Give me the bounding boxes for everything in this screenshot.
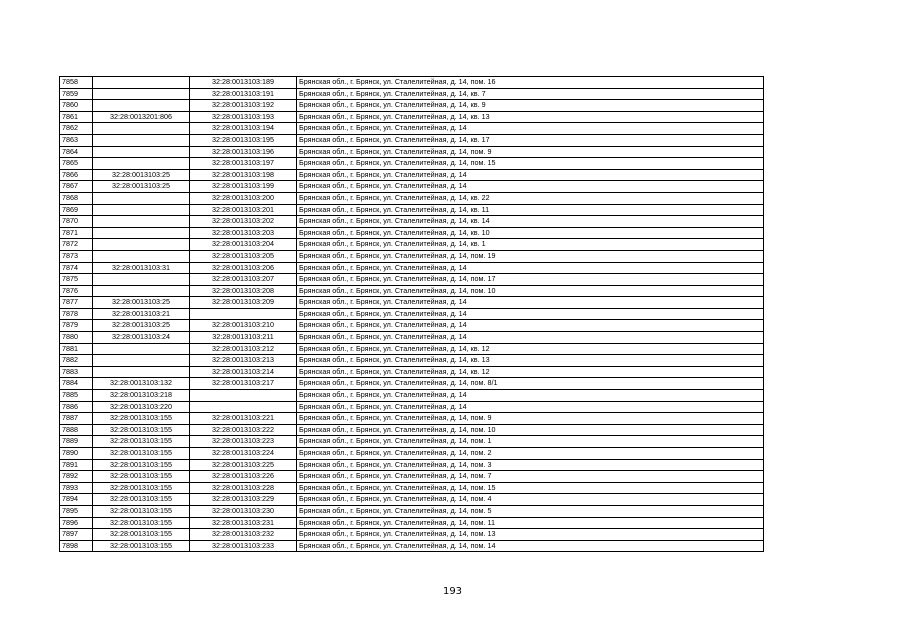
cadastral-number-cell: 32:28:0013103:199 xyxy=(190,181,297,193)
row-number-cell: 7887 xyxy=(60,413,93,425)
parent-cadastral-number-cell xyxy=(93,88,190,100)
parent-cadastral-number-cell: 32:28:0013103:25 xyxy=(93,320,190,332)
parent-cadastral-number-cell: 32:28:0013103:155 xyxy=(93,517,190,529)
row-number-cell: 7860 xyxy=(60,100,93,112)
table-row xyxy=(60,88,764,100)
address-cell: Брянская обл., г. Брянск, ул. Сталелитейная, д. 14, пом. 11 xyxy=(297,517,764,529)
address-cell: Брянская обл., г. Брянск, ул. Сталелитейная, д. 14 xyxy=(297,169,764,181)
cadastral-number-cell: 32:28:0013103:228 xyxy=(190,482,297,494)
table-row xyxy=(60,471,764,483)
cadastral-number-cell: 32:28:0013103:211 xyxy=(190,332,297,344)
table-row xyxy=(60,77,764,89)
address-cell: Брянская обл., г. Брянск, ул. Сталелитейная, д. 14, кв. 1 xyxy=(297,239,764,251)
table-row xyxy=(60,529,764,541)
parent-cadastral-number-cell xyxy=(93,192,190,204)
table-row xyxy=(60,169,764,181)
table-row xyxy=(60,146,764,158)
row-number-cell: 7865 xyxy=(60,158,93,170)
parent-cadastral-number-cell: 32:28:0013103:155 xyxy=(93,436,190,448)
address-cell: Брянская обл., г. Брянск, ул. Сталелитейная, д. 14, пом. 17 xyxy=(297,274,764,286)
row-number-cell: 7878 xyxy=(60,308,93,320)
table-row xyxy=(60,436,764,448)
table-row xyxy=(60,540,764,552)
cadastral-number-cell: 32:28:0013103:210 xyxy=(190,320,297,332)
address-cell: Брянская обл., г. Брянск, ул. Сталелитейная, д. 14, кв. 12 xyxy=(297,343,764,355)
parent-cadastral-number-cell: 32:28:0013103:24 xyxy=(93,332,190,344)
address-cell: Брянская обл., г. Брянск, ул. Сталелитейная, д. 14, пом. 19 xyxy=(297,250,764,262)
row-number-cell: 7883 xyxy=(60,366,93,378)
cadastral-number-cell: 32:28:0013103:223 xyxy=(190,436,297,448)
address-cell: Брянская обл., г. Брянск, ул. Сталелитейная, д. 14, пом. 3 xyxy=(297,459,764,471)
parent-cadastral-number-cell xyxy=(93,355,190,367)
parent-cadastral-number-cell: 32:28:0013103:25 xyxy=(93,297,190,309)
row-number-cell: 7859 xyxy=(60,88,93,100)
cadastral-number-cell: 32:28:0013103:205 xyxy=(190,250,297,262)
row-number-cell: 7897 xyxy=(60,529,93,541)
cadastral-number-cell: 32:28:0013103:202 xyxy=(190,216,297,228)
parent-cadastral-number-cell: 32:28:0013103:155 xyxy=(93,448,190,460)
parent-cadastral-number-cell: 32:28:0013103:132 xyxy=(93,378,190,390)
address-cell: Брянская обл., г. Брянск, ул. Сталелитейная, д. 14 xyxy=(297,262,764,274)
address-cell: Брянская обл., г. Брянск, ул. Сталелитейная, д. 14 xyxy=(297,181,764,193)
address-cell: Брянская обл., г. Брянск, ул. Сталелитейная, д. 14, пом. 10 xyxy=(297,424,764,436)
table-row xyxy=(60,390,764,402)
cadastral-number-cell: 32:28:0013103:214 xyxy=(190,366,297,378)
address-cell: Брянская обл., г. Брянск, ул. Сталелитейная, д. 14, кв. 7 xyxy=(297,88,764,100)
address-cell: Брянская обл., г. Брянск, ул. Сталелитейная, д. 14, пом. 8/1 xyxy=(297,378,764,390)
parent-cadastral-number-cell xyxy=(93,77,190,89)
table-row xyxy=(60,227,764,239)
cadastral-number-cell: 32:28:0013103:204 xyxy=(190,239,297,251)
cadastral-number-cell: 32:28:0013103:232 xyxy=(190,529,297,541)
table-row xyxy=(60,308,764,320)
row-number-cell: 7875 xyxy=(60,274,93,286)
cadastral-number-cell: 32:28:0013103:203 xyxy=(190,227,297,239)
cadastral-number-cell: 32:28:0013103:191 xyxy=(190,88,297,100)
parent-cadastral-number-cell: 32:28:0013103:155 xyxy=(93,482,190,494)
cadastral-number-cell: 32:28:0013103:209 xyxy=(190,297,297,309)
parent-cadastral-number-cell: 32:28:0013103:21 xyxy=(93,308,190,320)
parent-cadastral-number-cell: 32:28:0013103:155 xyxy=(93,529,190,541)
row-number-cell: 7869 xyxy=(60,204,93,216)
row-number-cell: 7868 xyxy=(60,192,93,204)
row-number-cell: 7871 xyxy=(60,227,93,239)
parent-cadastral-number-cell xyxy=(93,123,190,135)
row-number-cell: 7867 xyxy=(60,181,93,193)
address-cell: Брянская обл., г. Брянск, ул. Сталелитейная, д. 14, пом. 13 xyxy=(297,529,764,541)
parent-cadastral-number-cell xyxy=(93,274,190,286)
table-row xyxy=(60,181,764,193)
row-number-cell: 7893 xyxy=(60,482,93,494)
parent-cadastral-number-cell xyxy=(93,227,190,239)
table-row xyxy=(60,100,764,112)
table-row xyxy=(60,332,764,344)
parent-cadastral-number-cell: 32:28:0013103:155 xyxy=(93,505,190,517)
cadastral-number-cell: 32:28:0013103:217 xyxy=(190,378,297,390)
row-number-cell: 7874 xyxy=(60,262,93,274)
parent-cadastral-number-cell xyxy=(93,158,190,170)
cadastral-number-cell xyxy=(190,401,297,413)
table-row xyxy=(60,366,764,378)
table-row xyxy=(60,192,764,204)
parent-cadastral-number-cell xyxy=(93,216,190,228)
table-row xyxy=(60,285,764,297)
row-number-cell: 7888 xyxy=(60,424,93,436)
row-number-cell: 7864 xyxy=(60,146,93,158)
row-number-cell: 7873 xyxy=(60,250,93,262)
parent-cadastral-number-cell xyxy=(93,100,190,112)
address-cell: Брянская обл., г. Брянск, ул. Сталелитейная, д. 14, пом. 1 xyxy=(297,436,764,448)
address-cell: Брянская обл., г. Брянск, ул. Сталелитейная, д. 14, пом. 16 xyxy=(297,77,764,89)
cadastral-number-cell: 32:28:0013103:213 xyxy=(190,355,297,367)
row-number-cell: 7877 xyxy=(60,297,93,309)
table-row xyxy=(60,459,764,471)
table-row xyxy=(60,505,764,517)
cadastral-number-cell: 32:28:0013103:194 xyxy=(190,123,297,135)
parent-cadastral-number-cell: 32:28:0013103:155 xyxy=(93,494,190,506)
cadastral-number-cell: 32:28:0013103:224 xyxy=(190,448,297,460)
row-number-cell: 7889 xyxy=(60,436,93,448)
address-cell: Брянская обл., г. Брянск, ул. Сталелитейная, д. 14, кв. 9 xyxy=(297,100,764,112)
table-row xyxy=(60,482,764,494)
parent-cadastral-number-cell: 32:28:0013103:155 xyxy=(93,459,190,471)
address-cell: Брянская обл., г. Брянск, ул. Сталелитейная, д. 14, кв. 13 xyxy=(297,355,764,367)
cadastral-number-cell: 32:28:0013103:212 xyxy=(190,343,297,355)
address-cell: Брянская обл., г. Брянск, ул. Сталелитейная, д. 14 xyxy=(297,297,764,309)
cadastral-number-cell: 32:28:0013103:197 xyxy=(190,158,297,170)
cadastral-number-cell: 32:28:0013103:189 xyxy=(190,77,297,89)
address-cell: Брянская обл., г. Брянск, ул. Сталелитейная, д. 14, пом. 5 xyxy=(297,505,764,517)
address-cell: Брянская обл., г. Брянск, ул. Сталелитейная, д. 14, пом. 15 xyxy=(297,158,764,170)
parent-cadastral-number-cell: 32:28:0013103:155 xyxy=(93,471,190,483)
cadastral-registry-table xyxy=(59,76,764,552)
parent-cadastral-number-cell xyxy=(93,204,190,216)
table-row xyxy=(60,111,764,123)
table-row xyxy=(60,494,764,506)
address-cell: Брянская обл., г. Брянск, ул. Сталелитейная, д. 14, пом. 9 xyxy=(297,413,764,425)
address-cell: Брянская обл., г. Брянск, ул. Сталелитейная, д. 14, кв. 17 xyxy=(297,134,764,146)
row-number-cell: 7891 xyxy=(60,459,93,471)
cadastral-number-cell: 32:28:0013103:222 xyxy=(190,424,297,436)
cadastral-number-cell: 32:28:0013103:207 xyxy=(190,274,297,286)
parent-cadastral-number-cell: 32:28:0013103:25 xyxy=(93,169,190,181)
parent-cadastral-number-cell: 32:28:0013103:155 xyxy=(93,424,190,436)
row-number-cell: 7882 xyxy=(60,355,93,367)
address-cell: Брянская обл., г. Брянск, ул. Сталелитейная, д. 14, пом. 14 xyxy=(297,540,764,552)
address-cell: Брянская обл., г. Брянск, ул. Сталелитейная, д. 14, кв. 10 xyxy=(297,227,764,239)
cadastral-number-cell: 32:28:0013103:195 xyxy=(190,134,297,146)
row-number-cell: 7858 xyxy=(60,77,93,89)
table-row xyxy=(60,250,764,262)
address-cell: Брянская обл., г. Брянск, ул. Сталелитейная, д. 14, кв. 22 xyxy=(297,192,764,204)
table-row xyxy=(60,123,764,135)
address-cell: Брянская обл., г. Брянск, ул. Сталелитейная, д. 14, кв. 14 xyxy=(297,216,764,228)
row-number-cell: 7885 xyxy=(60,390,93,402)
row-number-cell: 7884 xyxy=(60,378,93,390)
row-number-cell: 7880 xyxy=(60,332,93,344)
row-number-cell: 7896 xyxy=(60,517,93,529)
cadastral-number-cell: 32:28:0013103:231 xyxy=(190,517,297,529)
row-number-cell: 7890 xyxy=(60,448,93,460)
row-number-cell: 7862 xyxy=(60,123,93,135)
table-row xyxy=(60,297,764,309)
page-number: 193 xyxy=(442,586,463,597)
cadastral-number-cell: 32:28:0013103:196 xyxy=(190,146,297,158)
address-cell: Брянская обл., г. Брянск, ул. Сталелитейная, д. 14, кв. 12 xyxy=(297,366,764,378)
parent-cadastral-number-cell xyxy=(93,285,190,297)
parent-cadastral-number-cell: 32:28:0013201:806 xyxy=(93,111,190,123)
table-row xyxy=(60,274,764,286)
cadastral-number-cell: 32:28:0013103:226 xyxy=(190,471,297,483)
address-cell: Брянская обл., г. Брянск, ул. Сталелитейная, д. 14, кв. 13 xyxy=(297,111,764,123)
cadastral-number-cell: 32:28:0013103:230 xyxy=(190,505,297,517)
row-number-cell: 7866 xyxy=(60,169,93,181)
parent-cadastral-number-cell xyxy=(93,366,190,378)
address-cell: Брянская обл., г. Брянск, ул. Сталелитейная, д. 14, пом. 7 xyxy=(297,471,764,483)
cadastral-number-cell: 32:28:0013103:198 xyxy=(190,169,297,181)
cadastral-number-cell xyxy=(190,390,297,402)
table-row xyxy=(60,424,764,436)
registry-table-body xyxy=(60,77,764,552)
row-number-cell: 7863 xyxy=(60,134,93,146)
address-cell: Брянская обл., г. Брянск, ул. Сталелитейная, д. 14, пом. 2 xyxy=(297,448,764,460)
row-number-cell: 7872 xyxy=(60,239,93,251)
table-row xyxy=(60,239,764,251)
table-row xyxy=(60,517,764,529)
parent-cadastral-number-cell: 32:28:0013103:220 xyxy=(93,401,190,413)
cadastral-number-cell: 32:28:0013103:229 xyxy=(190,494,297,506)
table-row xyxy=(60,343,764,355)
parent-cadastral-number-cell: 32:28:0013103:155 xyxy=(93,413,190,425)
cadastral-number-cell: 32:28:0013103:201 xyxy=(190,204,297,216)
address-cell: Брянская обл., г. Брянск, ул. Сталелитейная, д. 14 xyxy=(297,390,764,402)
row-number-cell: 7894 xyxy=(60,494,93,506)
table-row xyxy=(60,204,764,216)
row-number-cell: 7879 xyxy=(60,320,93,332)
table-row xyxy=(60,378,764,390)
parent-cadastral-number-cell: 32:28:0013103:31 xyxy=(93,262,190,274)
address-cell: Брянская обл., г. Брянск, ул. Сталелитейная, д. 14 xyxy=(297,123,764,135)
parent-cadastral-number-cell: 32:28:0013103:218 xyxy=(93,390,190,402)
row-number-cell: 7895 xyxy=(60,505,93,517)
table-row xyxy=(60,158,764,170)
row-number-cell: 7886 xyxy=(60,401,93,413)
address-cell: Брянская обл., г. Брянск, ул. Сталелитейная, д. 14, пом. 10 xyxy=(297,285,764,297)
row-number-cell: 7861 xyxy=(60,111,93,123)
table-row xyxy=(60,134,764,146)
row-number-cell: 7881 xyxy=(60,343,93,355)
table-row xyxy=(60,448,764,460)
table-row xyxy=(60,413,764,425)
row-number-cell: 7870 xyxy=(60,216,93,228)
parent-cadastral-number-cell: 32:28:0013103:155 xyxy=(93,540,190,552)
parent-cadastral-number-cell xyxy=(93,146,190,158)
parent-cadastral-number-cell xyxy=(93,250,190,262)
parent-cadastral-number-cell xyxy=(93,134,190,146)
address-cell: Брянская обл., г. Брянск, ул. Сталелитейная, д. 14, пом. 4 xyxy=(297,494,764,506)
cadastral-number-cell xyxy=(190,308,297,320)
table-row xyxy=(60,262,764,274)
address-cell: Брянская обл., г. Брянск, ул. Сталелитейная, д. 14, пом. 9 xyxy=(297,146,764,158)
cadastral-number-cell: 32:28:0013103:225 xyxy=(190,459,297,471)
parent-cadastral-number-cell: 32:28:0013103:25 xyxy=(93,181,190,193)
row-number-cell: 7898 xyxy=(60,540,93,552)
address-cell: Брянская обл., г. Брянск, ул. Сталелитейная, д. 14 xyxy=(297,332,764,344)
row-number-cell: 7876 xyxy=(60,285,93,297)
cadastral-number-cell: 32:28:0013103:193 xyxy=(190,111,297,123)
table-row xyxy=(60,401,764,413)
table-row xyxy=(60,216,764,228)
cadastral-number-cell: 32:28:0013103:192 xyxy=(190,100,297,112)
cadastral-number-cell: 32:28:0013103:206 xyxy=(190,262,297,274)
table-row xyxy=(60,320,764,332)
table-row xyxy=(60,355,764,367)
address-cell: Брянская обл., г. Брянск, ул. Сталелитейная, д. 14 xyxy=(297,401,764,413)
address-cell: Брянская обл., г. Брянск, ул. Сталелитейная, д. 14, пом. 15 xyxy=(297,482,764,494)
cadastral-number-cell: 32:28:0013103:233 xyxy=(190,540,297,552)
cadastral-number-cell: 32:28:0013103:208 xyxy=(190,285,297,297)
address-cell: Брянская обл., г. Брянск, ул. Сталелитейная, д. 14 xyxy=(297,320,764,332)
address-cell: Брянская обл., г. Брянск, ул. Сталелитейная, д. 14, кв. 11 xyxy=(297,204,764,216)
parent-cadastral-number-cell xyxy=(93,343,190,355)
parent-cadastral-number-cell xyxy=(93,239,190,251)
cadastral-number-cell: 32:28:0013103:200 xyxy=(190,192,297,204)
row-number-cell: 7892 xyxy=(60,471,93,483)
cadastral-number-cell: 32:28:0013103:221 xyxy=(190,413,297,425)
address-cell: Брянская обл., г. Брянск, ул. Сталелитейная, д. 14 xyxy=(297,308,764,320)
